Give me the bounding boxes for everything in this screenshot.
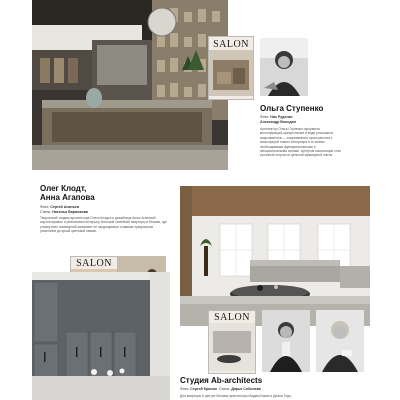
magazine-cover-top: [208, 36, 254, 100]
photo-credit-klodt: Фото: Сергей Ананьев Стиль: Наталья Вармикова: [40, 205, 88, 214]
description-klodt: Творческий тандем архитектора Олега Клодта и дизайнера Анны Агаповой спроектировал и реализовал интерьер большой семейной квартиры в Москве, где уловку всех помещений занимают не сводящимися ставшим прекрасным решением до яркой цветовой гаммы.: [40, 216, 167, 234]
magazine-logo: SALON: [213, 39, 249, 50]
kitchen-cabinets-photo: [32, 272, 170, 400]
designer-name-klodt: Олег Клодт, Анна Агапова: [40, 184, 95, 202]
magazine-cover-ab: [208, 310, 256, 374]
portrait-ab-woman: [316, 310, 364, 372]
photo-credit-ab: Фото: Сергей Красюк Стиль: Дарья Соболева: [180, 387, 261, 391]
living-room-photo: [180, 186, 370, 326]
magazine-logo: SALON: [76, 258, 112, 269]
photo-credit-olga: Фото: Ник Руденко Александр Володин: [260, 115, 297, 124]
portrait-olga: [260, 38, 308, 96]
portrait-ab-man: [262, 310, 310, 372]
cover-image: [209, 50, 253, 96]
kitchen-photo: [32, 0, 228, 170]
description-ab: Для квартиры в центре Москвы архитекторы Вадим Бакин и Диана Тедо-: [180, 394, 293, 398]
cover-image: [209, 323, 255, 371]
description-olga: Архитектор Ольга Ступенко оформила многофункций-щпную ниcше в виде роскошных апартаментов — современного пространства с атмосферой нового интерьера и со всеми необходимыми функциональными и эмоциональными зонами. Центром композиции стал кухонный остров из цельной мраморной плиты.: [260, 127, 342, 158]
designer-name-ab: Студия Ab-architects: [180, 376, 263, 385]
magazine-logo: SALON: [214, 312, 250, 323]
designer-name-olga: Ольга Ступенко: [260, 104, 324, 113]
